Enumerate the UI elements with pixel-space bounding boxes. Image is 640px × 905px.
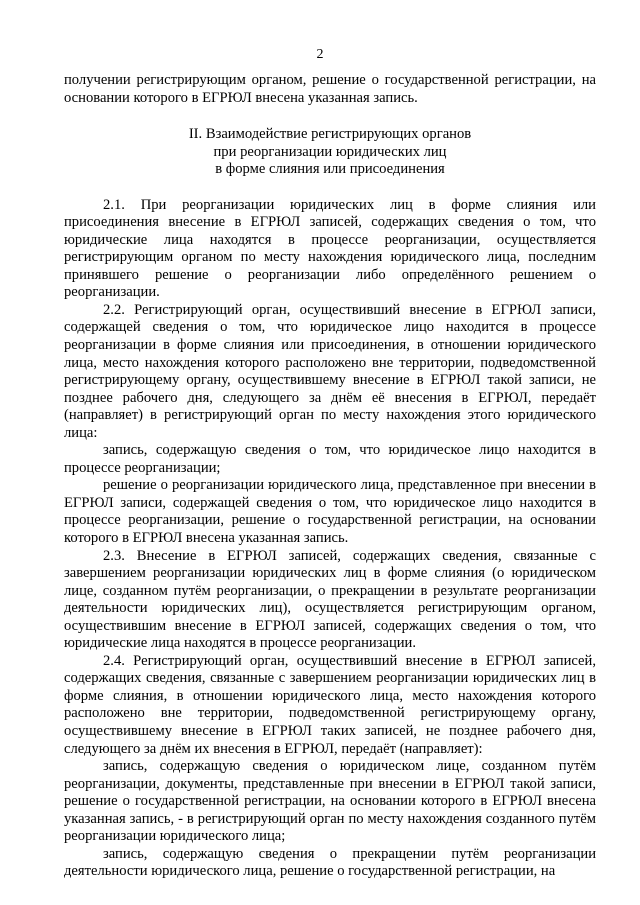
intro-paragraph: получении регистрирующим органом, решение о государственной регистрации, на основании которого в ЕГРЮЛ внесена указанная запись. xyxy=(64,72,596,106)
page-number: 2 xyxy=(316,47,324,62)
clause-2-2-item-record: запись, содержащую сведения о том, что юридическое лицо находится в процессе реорганизации; xyxy=(64,442,596,476)
section-heading-line: в форме слияния или присоединения xyxy=(215,161,445,178)
clause-2-4-item-termination: запись, содержащую сведения о прекращении путём реорганизации деятельности юридического лица, решение о государственной регистрации, на xyxy=(64,845,596,880)
clause-2-2: 2.2. Регистрирующий орган, осуществивший внесение в ЕГРЮЛ записи, содержащей сведения о том, что юридическое лицо находится в процессе реорганизации в форме слияния или присоединения, в отношении юридического лица, место нахождения которого расположено вне территории, подведомственной регистрирующему органу, осуществившему внесение в ЕГРЮЛ такой записи, не позднее рабочего дня, следующего за днём её внесения в ЕГРЮЛ, передаёт (направляет) в регистрирующий орган по месту нахождения этого юридического лица: xyxy=(64,301,596,441)
clause-2-4: 2.4. Регистрирующий орган, осуществивший внесение в ЕГРЮЛ записей, содержащих сведения, связанные с завершением реорганизации юридических лиц в форме слияния, в отношении юридического лица, место нахождения которого расположено вне территории, подведомственной регистрирующему органу, осуществившему внесение в ЕГРЮЛ таких записей, не позднее рабочего дня, следующего за днём их внесения в ЕГРЮЛ, передаёт (направляет): xyxy=(64,652,596,757)
document-body xyxy=(64,72,596,881)
clause-2-3: 2.3. Внесение в ЕГРЮЛ записей, содержащих сведения, связанные с завершением реорганизации юридических лиц в форме слияния (о юридическом лице, созданном путём реорганизации, о прекращении в результате реорганизации деятельности юридических лиц), осуществляется регистрирующим органом, осуществившим внесение в ЕГРЮЛ записей, содержащих сведения о том, что юридические лица находятся в процессе реорганизации. xyxy=(64,547,596,652)
section-heading-line: при реорганизации юридических лиц xyxy=(213,143,447,160)
section-heading-line: II. Взаимодействие регистрирующих органов xyxy=(188,126,472,143)
clause-2-4-item-new-entity: запись, содержащую сведения о юридическом лице, созданном путём реорганизации, документы, представленные при внесении в ЕГРЮЛ такой записи, решение о государственной регистрации, на основании которого в ЕГРЮЛ внесена указанная запись, - в регистрирующий орган по месту нахождения созданного путём реорганизации юридического лица; xyxy=(64,758,596,845)
section-heading xyxy=(64,126,596,179)
clause-2-2-item-decision: решение о реорганизации юридического лица, представленное при внесении в ЕГРЮЛ записи, содержащей сведения о том, что юридическое лицо находится в процессе реорганизации, решение о государственной регистрации, на основании которого в ЕГРЮЛ внесена указанная запись. xyxy=(64,477,596,546)
clause-2-1: 2.1. При реорганизации юридических лиц в форме слияния или присоединения внесение в ЕГРЮЛ записей, содержащих сведения о том, что юридические лица находятся в процессе реорганизации, осуществляется регистрирующим органом по месту нахождения юридического лица, последним принявшего решение о реорганизации либо определённого решением о реорганизации. xyxy=(64,196,596,301)
